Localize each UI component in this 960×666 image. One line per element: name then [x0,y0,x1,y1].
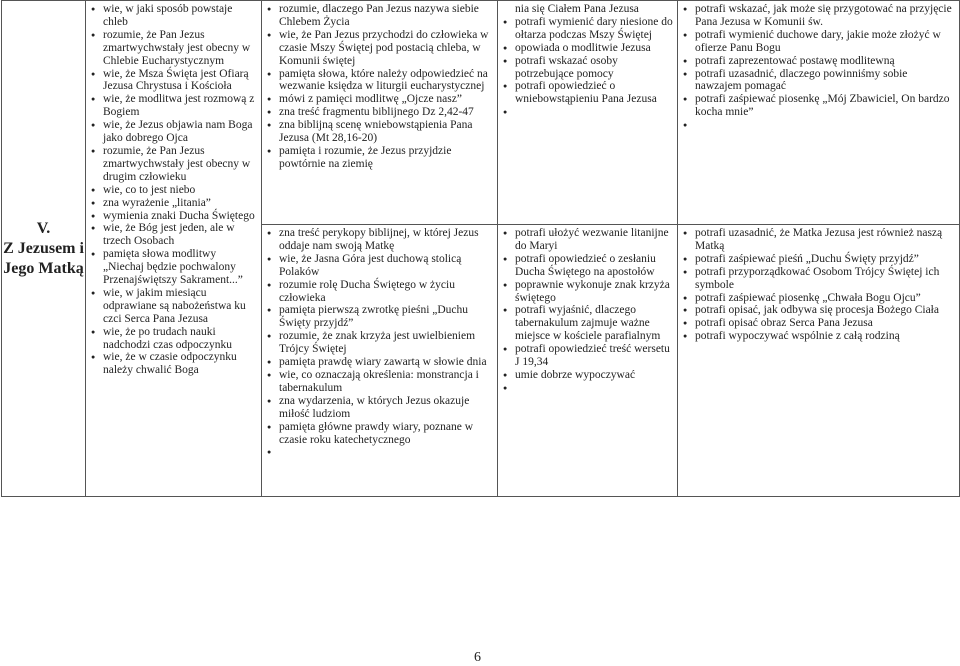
list-item: ● rozumie, że Pan Jezus zmartwychwstały jest obecny w drugim człowieku [86,145,257,184]
list-item: ● rozumie rolę Ducha Świętego w życiu człowieka [262,279,493,305]
col1-list [86,1,261,377]
list-item: ● potrafi zaśpiewać piosenkę „Mój Zbawiciel, On bardzo kocha mnie” [678,93,955,119]
list-item: ● zna wydarzenia, w których Jezus okazuje miłość ludziom [262,395,493,421]
section-title-line1: Z Jezusem i [3,239,84,257]
list-item: ● potrafi przyporządkować Osobom Trójcy Świętej ich symbole [678,266,955,292]
list-item: ● potrafi wymienić dary niesione do ołtarza podczas Mszy Świętej [498,16,673,42]
col3-bottom-cell [498,225,678,497]
list-item: ● potrafi opisać, jak odbywa się procesja Bożego Ciała [678,304,955,317]
list-item: ● potrafi wskazać osoby potrzebujące pomocy [498,55,673,81]
list-item: ● potrafi ułożyć wezwanie litanijne do Maryi [498,227,673,253]
list-item: ● potrafi wymienić duchowe dary, jakie może złożyć w ofierze Panu Bogu [678,29,955,55]
list-item: ● zna wyrażenie „litania” [86,197,257,210]
list-item: ● pamięta główne prawdy wiary, poznane w czasie roku katechetycznego [262,421,493,447]
list-item: ● wie, że Bóg jest jeden, ale w trzech Osobach [86,222,257,248]
list-item: ● zna biblijną scenę wniebowstąpienia Pana Jezusa (Mt 28,16-20) [262,119,493,145]
col4-top-cell [678,1,960,225]
list-item: nia się Ciałem Pana Jezusa [515,3,639,15]
list-item: ● potrafi uzasadnić, dlaczego powinniśmy sobie nawzajem pomagać [678,68,955,94]
list-item: ● wie, że Jezus objawia nam Boga jako dobrego Ojca [86,119,257,145]
list-item: ● mówi z pamięci modlitwę „Ojcze nasz” [262,93,493,106]
list-item: ● pamięta słowa, które należy odpowiedzieć na wezwanie księdza w liturgii eucharystycznej [262,68,493,94]
list-item: ● pamięta i rozumie, że Jezus przyjdzie powtórnie na ziemię [262,145,493,171]
list-item: ● wie, że modlitwa jest rozmową z Bogiem [86,93,257,119]
list-item: ● potrafi wyjaśnić, dlaczego tabernakulum zajmuje ważne miejsce w kościele parafialnym [498,304,673,343]
list-item: ● wie, że Msza Święta jest Ofiarą Jezusa Chrystusa i Kościoła [86,68,257,94]
curriculum-table [1,0,960,497]
section-title-line2: Jego Matką [3,259,84,277]
list-item: ● wie, co oznaczają określenia: monstrancja i tabernakulum [262,369,493,395]
list-item: ● rozumie, że znak krzyża jest uwielbieniem Trójcy Świętej [262,330,493,356]
col3-bottom-list [498,225,677,382]
col3-top-list [498,1,677,106]
list-item: ● potrafi zaprezentować postawę modlitewną [678,55,955,68]
page-number: 6 [474,650,481,665]
list-item: ● pamięta pierwszą zwrotkę pieśni „Duchu Święty przyjdź” [262,304,493,330]
col2-bottom-cell [262,225,498,497]
col4-top-list [678,1,959,119]
list-item: ● umie dobrze wypoczywać [498,369,673,382]
list-item: ● zna treść perykopy biblijnej, w której Jezus oddaje nam swoją Matkę [262,227,493,253]
list-item: ● wie, że po trudach nauki nadchodzi czas odpoczynku [86,326,257,352]
list-item: ● pamięta słowa modlitwy „Niechaj będzie pochwalony Przenajświętszy Sakrament...” [86,248,257,287]
list-item: ● rozumie, że Pan Jezus zmartwychwstały jest obecny w Chlebie Eucharystycznym [86,29,257,68]
col3-top-cell [498,1,678,225]
col4-bottom-cell [678,225,960,497]
list-item: ● poprawnie wykonuje znak krzyża świętego [498,279,673,305]
col2-bottom-list [262,225,497,446]
list-item: ● rozumie, dlaczego Pan Jezus nazywa siebie Chlebem Życia [262,3,493,29]
section-number: V. [36,219,51,237]
section-label-cell [2,1,86,497]
list-item: ● zna treść fragmentu biblijnego Dz 2,42-47 [262,106,493,119]
list-item: ● potrafi zaśpiewać pieśń „Duchu Święty przyjdź” [678,253,955,266]
list-item: ● potrafi opowiedzieć o zesłaniu Ducha Świętego na apostołów [498,253,673,279]
list-item: ● potrafi wypoczywać wspólnie z całą rodziną [678,330,955,343]
list-item: ● potrafi opisać obraz Serca Pana Jezusa [678,317,955,330]
col1-cell [86,1,262,497]
list-item: ● potrafi opowiedzieć o wniebowstąpieniu Pana Jezusa [498,80,673,106]
list-item: ● wie, że Jasna Góra jest duchową stolicą Polaków [262,253,493,279]
col2-top-cell [262,1,498,225]
list-item: ● potrafi uzasadnić, że Matka Jezusa jest również naszą Matką [678,227,955,253]
list-item: ● wie, że Pan Jezus przychodzi do człowieka w czasie Mszy Świętej pod postacią chleba, w Komunii świętej [262,29,493,68]
list-item: ● wie, w jakim miesiącu odprawiane są nabożeństwa ku czci Serca Pana Jezusa [86,287,257,326]
list-item: ● wymienia znaki Ducha Świętego [86,210,257,223]
col2-top-list [262,1,497,171]
col4-bottom-list [678,225,959,343]
list-item: ● potrafi wskazać, jak może się przygotować na przyjęcie Pana Jezusa w Komunii św. [678,3,955,29]
list-item: ● pamięta prawdę wiary zawartą w słowie dnia [262,356,493,369]
list-item: ● potrafi opowiedzieć treść wersetu J 19,34 [498,343,673,369]
list-item: ● potrafi zaśpiewać piosenkę „Chwała Bogu Ojcu” [678,292,955,305]
list-item: ● wie, w jaki sposób powstaje chleb [86,3,257,29]
list-item: ● wie, że w czasie odpoczynku należy chwalić Boga [86,351,257,377]
list-item: ● opowiada o modlitwie Jezusa [498,42,673,55]
list-item: ● wie, co to jest niebo [86,184,257,197]
